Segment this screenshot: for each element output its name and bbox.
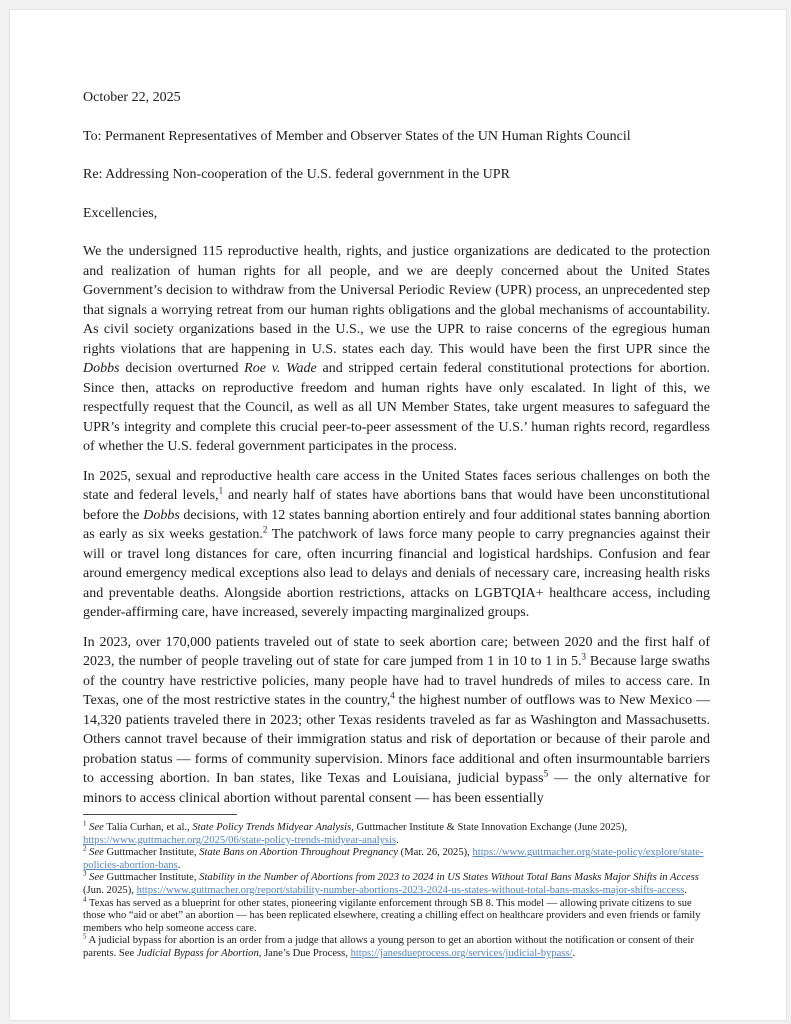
footnote-2: $^2$ See Guttmacher Institute, State Bans on Abortion Throughout Pregnancy (Mar. 26, 2025), https://www.guttmacher.org/state-policy/explore/state-policies-abortion-bans.: [83, 844, 704, 871]
paragraph-intro: We the undersigned 115 reproductive health, rights, and justice organizations are dedicated to the protection and realization of human rights for all people, and we are deeply concerned about the United States Government’s decision to withdraw from the Universal Periodic Review (UPR) process, an unprecedented step that signals a worrying retreat from our human rights obligations and the global mechanisms of accountability. As civil society organizations based in the U.S., we use the UPR to raise concerns of the egregious human rights violations that are happening in U.S. states each day. This would have been the first UPR since the Dobbs decision overturned Roe v. Wade and stripped certain federal constitutional protections for abortion. Since then, attacks on reproductive freedom and human rights have only escalated. In light of this, we respectfully request that the Council, as well as all UN Member States, take urgent measures to safeguard the UPR’s integrity and complete this crucial peer-to-peer assessment of the U.S.’ human rights record, regardless of whether the U.S. federal government participates in the process.: [83, 244, 710, 454]
footnote-separator: [83, 814, 237, 815]
footnote-1: $^1$ See Talia Curhan, et al., State Policy Trends Midyear Analysis, Guttmacher Institute & State Innovation Exchange (June 2025), https://www.guttmacher.org/2025/06/state-policy-trends-midyear-analysis.: [83, 819, 628, 846]
paragraph-access-challenges: In 2025, sexual and reproductive health care access in the United States faces serious challenges on both the state and federal levels,$^1$ and nearly half of states have abortions bans that would have been unconstitutional before the Dobbs decisions, with 12 states banning abortion entirely and four additional states banning abortion as early as six weeks gestation.$^2$ The patchwork of laws force many people to carry pregnancies against their will or travel long distances for care, often incurring financial and logistical hardships. Confusion and fear around emergency medical exceptions also lead to delays and denials of necessary care, increasing health risks and preventable deaths. Alongside abortion restrictions, attacks on LGBTQIA+ healthcare access, including gender-affirming care, have increased, severely impacting marginalized groups.: [83, 468, 710, 620]
footnote-5: $^5$ A judicial bypass for abortion is an order from a judge that allows a young person to get an abortion without the notification or consent of their parents. See Judicial Bypass for Abortion, Jane’s Due Process, https://janesdueprocess.org/services/judicial-bypass/.: [83, 932, 695, 959]
paragraph-travel-barriers: In 2023, over 170,000 patients traveled out of state to seek abortion care; between 2020 and the first half of 2023, the number of people traveling out of state for care jumped from 1 in 10 to 1 in 5.$^3$ Because large swaths of the country have restrictive policies, many people have had to travel hundreds of miles to access care. In Texas, one of the most restrictive states in the country,$^4$ the highest number of outflows was to New Mexico — 14,320 patients traveled there in 2023; other Texas residents traveled as far as Washington and Massachusetts. Others cannot travel because of their immigration status and risk of deportation or because of their parole and probation status — forms of community supervision. Minors face additional and often insurmountable barriers to accessing abortion. In ban states, like Texas and Louisiana, judicial bypass$^5$ — the only alternative for minors to access clinical abortion without parental consent — has been essentially: [83, 634, 710, 806]
footnote-4: $^4$ Texas has served as a blueprint for other states, pioneering vigilante enforcement through SB 8. This model — allowing private citizens to sue those who “aid or abet” an abortion — has been replicated elsewhere, creating a chilling effect on healthcare providers and even friends or family members who help someone access care.: [83, 895, 701, 934]
salutation: Excellencies,: [83, 205, 158, 221]
footnote-hyperlink[interactable]: https://www.guttmacher.org/2025/06/state-policy-trends-midyear-analysis: [83, 834, 397, 846]
to-line: To: Permanent Representatives of Member and Observer States of the UN Human Rights Council: [83, 128, 631, 144]
footnote-hyperlink[interactable]: https://www.guttmacher.org/report/stability-number-abortions-2023-2024-us-states-without-total-bans-masks-major-shifts-access: [136, 884, 685, 896]
letter-page: [9, 9, 787, 1021]
date-line: October 22, 2025: [83, 90, 181, 105]
footnote-hyperlink[interactable]: https://www.guttmacher.org/state-policy/explore/state-policies-abortion-bans: [83, 847, 704, 871]
footnote-3: $^3$ See Guttmacher Institute, Stability in the Number of Abortions from 2023 to 2024 in US States Without Total Bans Masks Major Shifts in Access (Jun. 2025), https://www.guttmacher.org/report/stability-number-abortions-2023-2024-us-states-without-total-bans-masks-major-shifts-access.: [83, 869, 699, 896]
letter-content: [83, 88, 710, 961]
footnote-hyperlink[interactable]: https://janesdueprocess.org/services/judicial-bypass/: [350, 947, 573, 959]
re-line: Re: Addressing Non-cooperation of the U.S. federal government in the UPR: [83, 167, 510, 182]
